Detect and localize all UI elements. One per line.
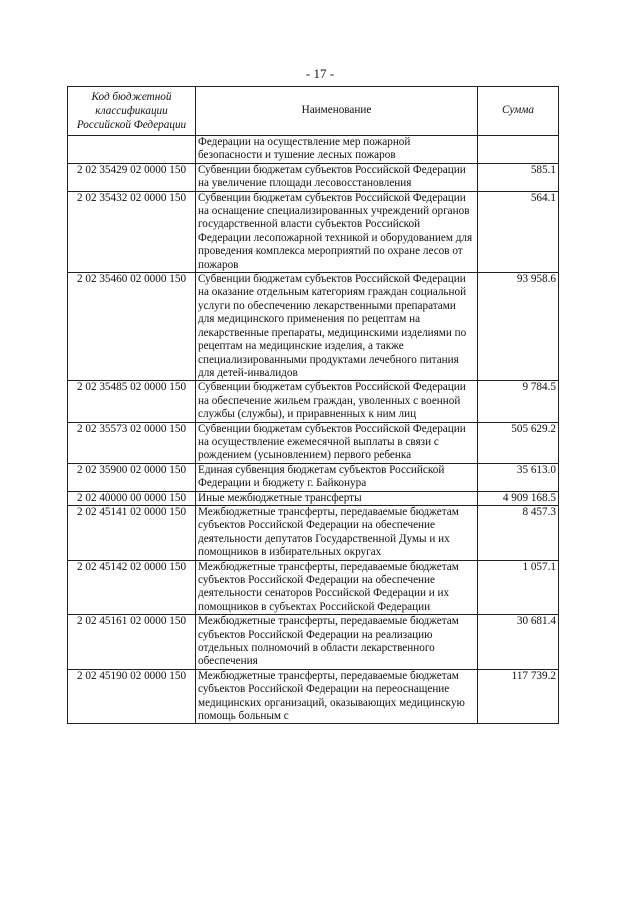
row-name: Иные межбюджетные трансферты [196, 491, 478, 505]
row-code: 2 02 45142 02 0000 150 [68, 560, 196, 615]
budget-table [67, 86, 559, 724]
row-name: Субвенции бюджетам субъектов Российской Федерации на увеличение площади лесовосстановления [196, 163, 478, 191]
row-code: 2 02 45190 02 0000 150 [68, 669, 196, 724]
row-code: 2 02 35485 02 0000 150 [68, 381, 196, 422]
table-row [68, 505, 559, 560]
row-name: Федерации на осуществление мер пожарной безопасности и тушение лесных пожаров [196, 136, 478, 164]
row-name: Межбюджетные трансферты, передаваемые бюджетам субъектов Российской Федерации на переоснащение медицинских организаций, оказывающих медицинскую помощь больным с [196, 669, 478, 724]
header-row [68, 87, 559, 136]
row-code: 2 02 35573 02 0000 150 [68, 422, 196, 463]
table-row [68, 136, 559, 164]
row-name: Единая субвенция бюджетам субъектов Российской Федерации и бюджету г. Байконура [196, 463, 478, 491]
row-code: 2 02 35900 02 0000 150 [68, 463, 196, 491]
row-code: 2 02 40000 00 0000 150 [68, 491, 196, 505]
row-name: Межбюджетные трансферты, передаваемые бюджетам субъектов Российской Федерации на обеспечение деятельности депутатов Государственной Думы и их помощников в избирательных округах [196, 505, 478, 560]
table-row [68, 381, 559, 422]
row-sum: 30 681.4 [478, 615, 559, 670]
row-name: Межбюджетные трансферты, передаваемые бюджетам субъектов Российской Федерации на реализацию отдельных полномочий в области лекарственного обеспечения [196, 615, 478, 670]
page-number: - 17 - [305, 66, 335, 81]
row-sum: 585.1 [478, 163, 559, 191]
table-row [68, 163, 559, 191]
row-code: 2 02 35432 02 0000 150 [68, 191, 196, 272]
table-row [68, 615, 559, 670]
row-sum: 1 057.1 [478, 560, 559, 615]
header-code: Код бюджетной классификации Российской Федерации [68, 87, 196, 136]
table-row [68, 560, 559, 615]
row-name: Субвенции бюджетам субъектов Российской Федерации на оказание отдельным категориям граждан социальной услуги по обеспечению лекарственными препаратами для медицинского применения по рецептам на лекарственные препараты, медицинскими изделиями по рецептам на медицинские изделия, а также специализированными продуктами лечебного питания для детей-инвалидов [196, 273, 478, 381]
row-sum: 117 739.2 [478, 669, 559, 724]
table-row [68, 463, 559, 491]
header-name: Наименование [196, 87, 478, 136]
row-code: 2 02 35460 02 0000 150 [68, 273, 196, 381]
row-sum: 564.1 [478, 191, 559, 272]
row-code: 2 02 45161 02 0000 150 [68, 615, 196, 670]
header-sum: Сумма [478, 87, 559, 136]
row-sum: 93 958.6 [478, 273, 559, 381]
row-name: Субвенции бюджетам субъектов Российской Федерации на оснащение специализированных учреждений органов государственной власти субъектов Российской Федерации лесопожарной техникой и оборудованием для проведения комплекса мероприятий по охране лесов от пожаров [196, 191, 478, 272]
table-row [68, 422, 559, 463]
row-name: Межбюджетные трансферты, передаваемые бюджетам субъектов Российской Федерации на обеспечение деятельности сенаторов Российской Федерации и их помощников в субъектах Российской Федерации [196, 560, 478, 615]
row-sum: 9 784.5 [478, 381, 559, 422]
row-code: 2 02 45141 02 0000 150 [68, 505, 196, 560]
row-name: Субвенции бюджетам субъектов Российской Федерации на осуществление ежемесячной выплаты в связи с рождением (усыновлением) первого ребенка [196, 422, 478, 463]
row-sum: 4 909 168.5 [478, 491, 559, 505]
row-sum: 8 457.3 [478, 505, 559, 560]
row-sum [478, 136, 559, 164]
table-row [68, 273, 559, 381]
table-row [68, 669, 559, 724]
row-sum: 505 629.2 [478, 422, 559, 463]
table-row [68, 491, 559, 505]
row-name: Субвенции бюджетам субъектов Российской Федерации на обеспечение жильем граждан, уволенных с военной службы (службы), и приравненных к ним лиц [196, 381, 478, 422]
row-sum: 35 613.0 [478, 463, 559, 491]
row-code [68, 136, 196, 164]
table-row [68, 191, 559, 272]
row-code: 2 02 35429 02 0000 150 [68, 163, 196, 191]
